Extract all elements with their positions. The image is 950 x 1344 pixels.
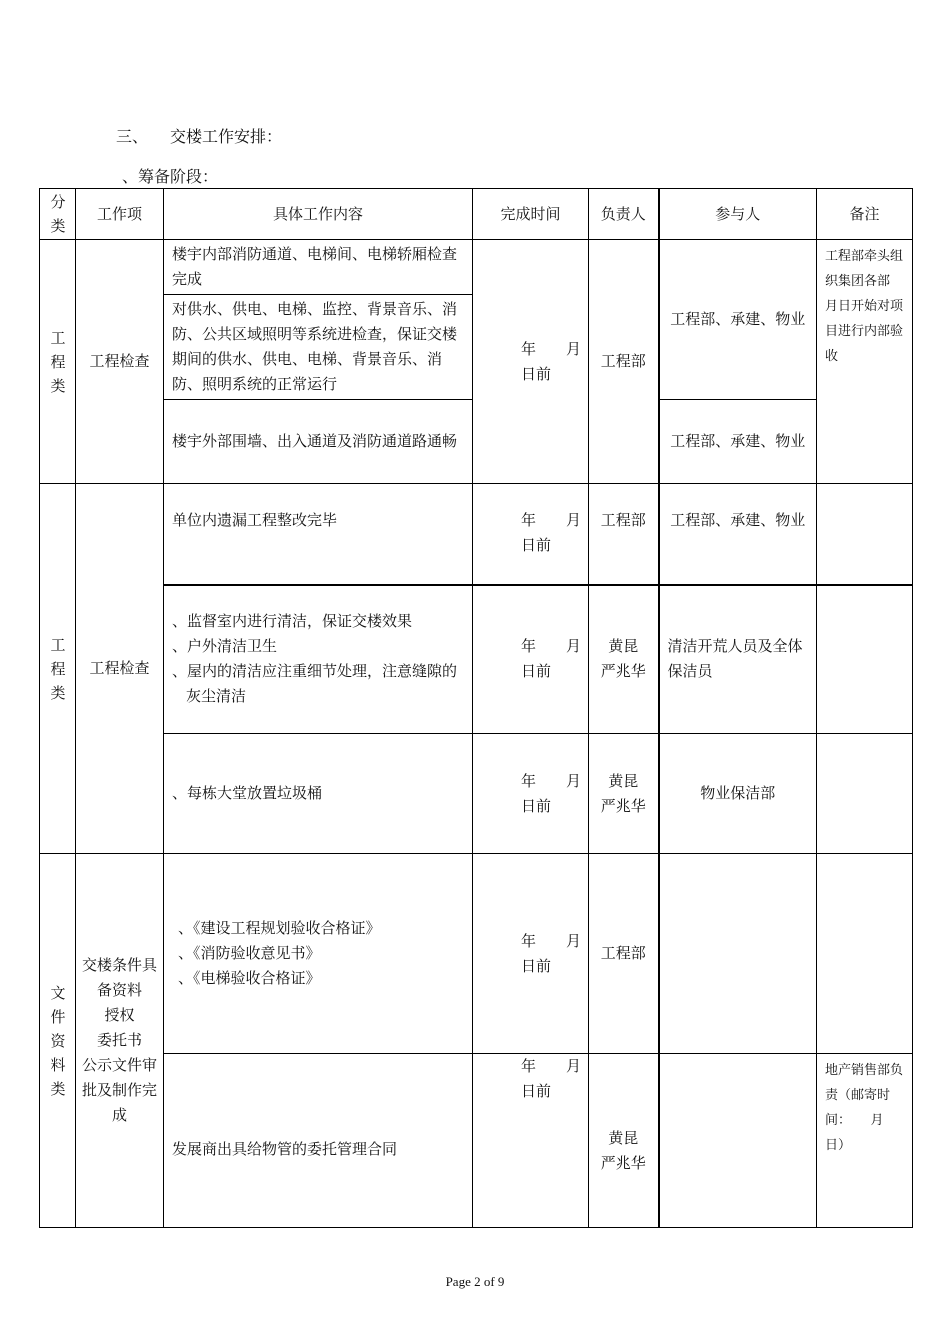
section-number: 三、	[116, 127, 149, 146]
item-cell: 交楼条件具备资料 授权 委托书 公示文件审批及制作完成	[76, 854, 164, 1228]
content-cell: 、监督室内进行清洁，保证交楼效果 、户外清洁卫生 、屋内的清洁应注重细节处理，注意缝隙的灰尘清洁	[164, 585, 473, 734]
schedule-table	[39, 188, 917, 1228]
content-cell: 楼宇内部消防通道、电梯间、电梯轿厢检查完成	[164, 240, 473, 295]
time-cell: 年 月 日前	[473, 854, 589, 1054]
time-cell: 年 月 日前	[473, 240, 589, 484]
owner-cell: 黄昆 严兆华	[589, 585, 659, 734]
table-row	[40, 734, 913, 854]
owner-cell: 黄昆 严兆华	[589, 1054, 659, 1228]
subsection-heading: 、筹备阶段：	[122, 167, 219, 186]
participants-cell: 工程部、承建、物业	[659, 240, 817, 400]
table-row	[40, 484, 913, 585]
content-cell: 楼宇外部围墙、出入通道及消防通道路通畅	[164, 400, 473, 484]
section-heading	[116, 124, 282, 147]
category-cell: 文件资料类	[40, 854, 76, 1228]
owner-cell: 黄昆 严兆华	[589, 734, 659, 854]
header-participants: 参与人	[659, 189, 817, 240]
time-cell: 年 月 日前	[473, 734, 589, 854]
participants-cell: 工程部、承建、物业	[659, 400, 817, 484]
item-cell: 工程检查	[76, 484, 164, 854]
remark-cell	[817, 854, 913, 1054]
table-row	[40, 854, 913, 1054]
participants-cell: 清洁开荒人员及全体保洁员	[659, 585, 817, 734]
time-cell: 年 月 日前	[473, 1054, 589, 1228]
category-cell: 工程类	[40, 240, 76, 484]
header-owner: 负责人	[589, 189, 659, 240]
table-row	[40, 1054, 913, 1228]
item-cell: 工程检查	[76, 240, 164, 484]
participants-cell	[659, 1054, 817, 1228]
remark-cell	[817, 585, 913, 734]
table-row	[40, 240, 913, 295]
owner-cell: 工程部	[589, 240, 659, 484]
header-content: 具体工作内容	[164, 189, 473, 240]
table-header-row	[40, 189, 913, 240]
owner-cell: 工程部	[589, 484, 659, 585]
content-cell: 、《建设工程规划验收合格证》 、《消防验收意见书》 、《电梯验收合格证》	[164, 854, 473, 1054]
content-cell: 发展商出具给物管的委托管理合同	[164, 1054, 473, 1228]
table-row	[40, 585, 913, 734]
remark-cell	[817, 734, 913, 854]
participants-cell	[659, 854, 817, 1054]
time-cell: 年 月 日前	[473, 484, 589, 585]
remark-cell: 地产销售部负责（邮寄时间： 月 日）	[817, 1054, 913, 1228]
remark-cell: 工程部牵头组织集团各部 月日开始对项目进行内部验收	[817, 240, 913, 484]
content-cell: 对供水、供电、电梯、监控、背景音乐、消防、公共区域照明等系统进检查，保证交楼期间的供水、供电、电梯、背景音乐、消防、照明系统的正常运行	[164, 295, 473, 400]
section-title: 交楼工作安排：	[170, 127, 283, 146]
header-category: 分类	[40, 189, 76, 240]
content-cell: 、每栋大堂放置垃圾桶	[164, 734, 473, 854]
header-item: 工作项	[76, 189, 164, 240]
category-cell: 工程类	[40, 484, 76, 854]
remark-cell	[817, 484, 913, 585]
participants-cell: 物业保洁部	[659, 734, 817, 854]
page-number: Page 2 of 9	[445, 1274, 505, 1289]
header-remark: 备注	[817, 189, 913, 240]
content-cell: 单位内遗漏工程整改完毕	[164, 484, 473, 585]
owner-cell: 工程部	[589, 854, 659, 1054]
time-cell: 年 月 日前	[473, 585, 589, 734]
participants-cell: 工程部、承建、物业	[659, 484, 817, 585]
header-time: 完成时间	[473, 189, 589, 240]
